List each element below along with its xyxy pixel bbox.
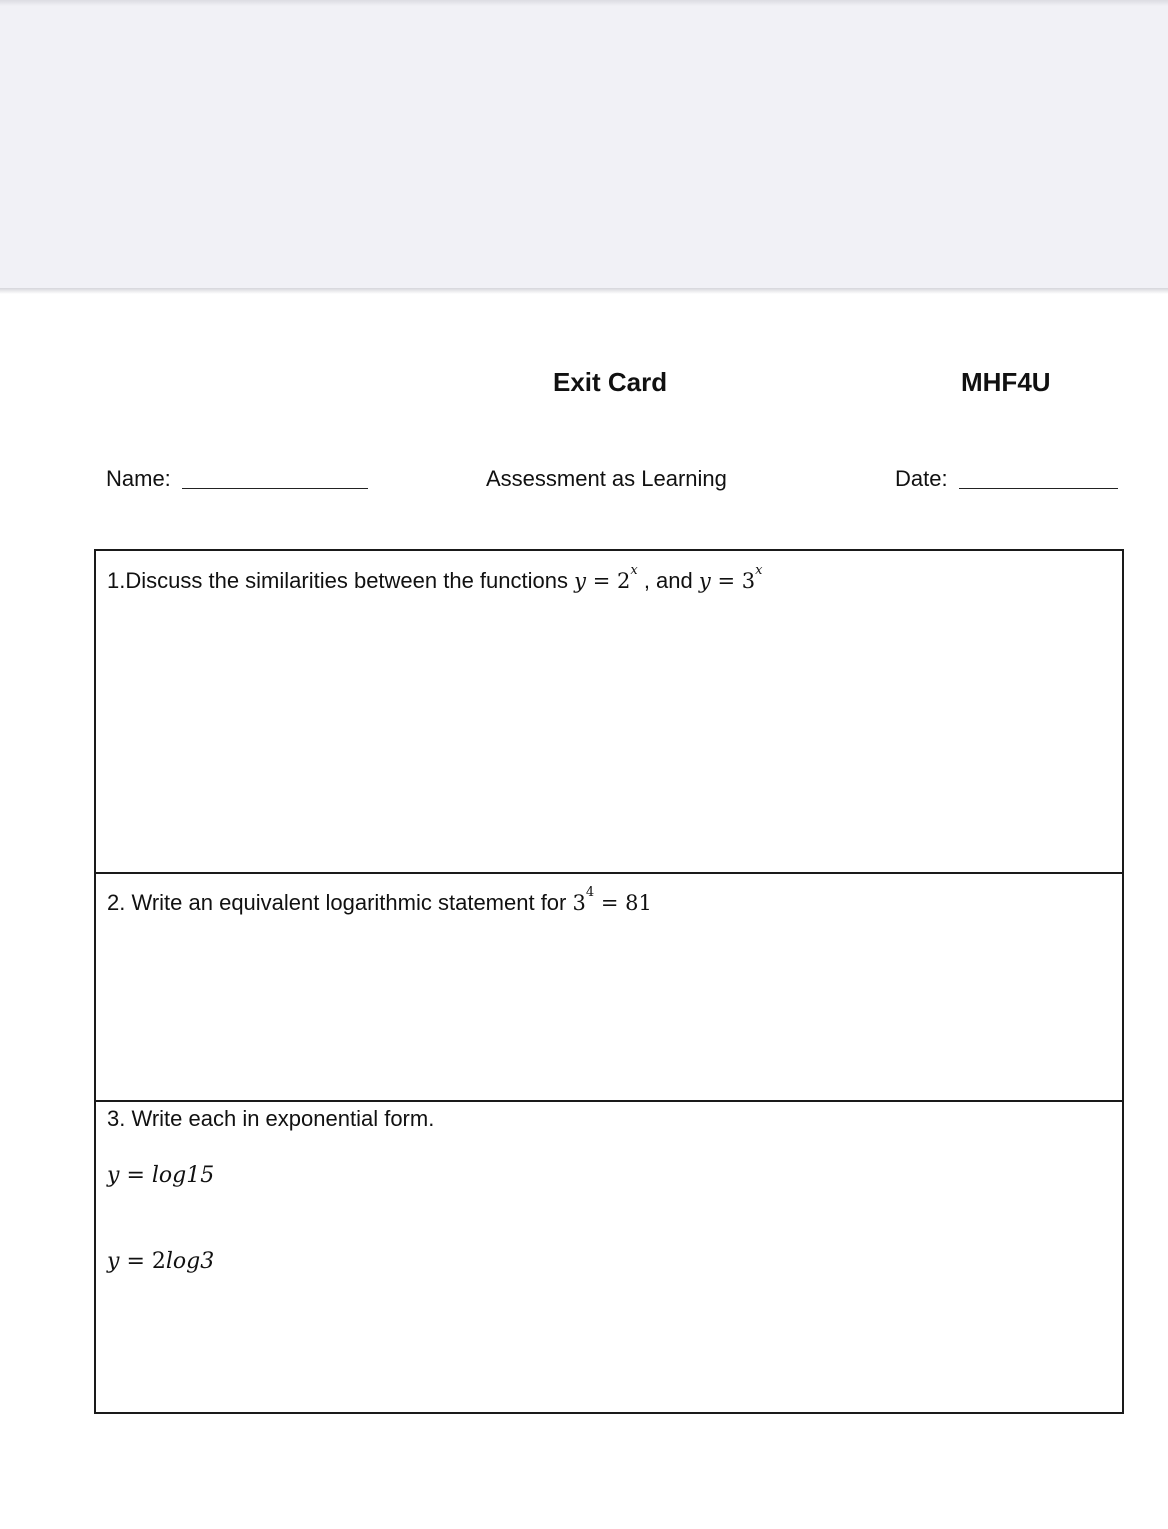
function-2-exponent: x [755,563,763,578]
equation-2-lhs: y [107,1249,120,1274]
date-blank-line [959,488,1118,489]
question-2-equals: = [600,891,619,915]
question-1-text [107,563,762,595]
page-title: Exit Card [553,367,668,397]
question-2-base: 3 [572,891,586,915]
question-2-box [94,872,1124,1101]
function-1-exponent: x [630,563,638,578]
viewer-top-band [0,0,1168,290]
equation-1-equals: = [126,1163,145,1188]
function-1-lhs: y [574,569,586,593]
question-2-text [107,885,652,917]
viewer-top-shadow [0,0,1168,6]
function-2-equals: = [717,569,736,593]
question-1-connector: , and [643,568,693,593]
question-3-equation-1 [107,1162,214,1190]
question-1-box [94,549,1124,873]
function-2 [698,563,763,593]
question-3-box [94,1100,1124,1414]
function-1-equals: = [592,569,611,593]
equation-2-equals: = [126,1249,145,1274]
equation-1-lhs: y [107,1163,120,1188]
question-3-equation-2 [107,1248,214,1276]
course-code: MHF4U [961,367,1051,397]
question-3-prompt: 3. Write each in exponential form. [107,1106,435,1131]
question-1-prefix: 1.Discuss the similarities between the functions [107,568,568,593]
name-blank-line [182,488,368,489]
question-2-prefix: 2. Write an equivalent logarithmic statement for [107,890,567,915]
function-2-base: 3 [741,569,756,593]
equation-2-coefficient: 2 [151,1249,166,1274]
equation-2-rhs: log3 [165,1249,215,1274]
assessment-label: Assessment as Learning [486,466,727,491]
question-2-equation [572,885,652,915]
page-top-edge [0,288,1168,294]
function-2-lhs: y [698,569,711,593]
name-label: Name: [106,466,171,491]
function-1-base: 2 [616,569,631,593]
equation-1-rhs: log15 [151,1163,215,1188]
question-2-exponent: 4 [585,885,595,900]
date-label: Date: [895,466,948,491]
question-2-rhs: 81 [625,891,652,915]
function-1 [574,563,638,593]
